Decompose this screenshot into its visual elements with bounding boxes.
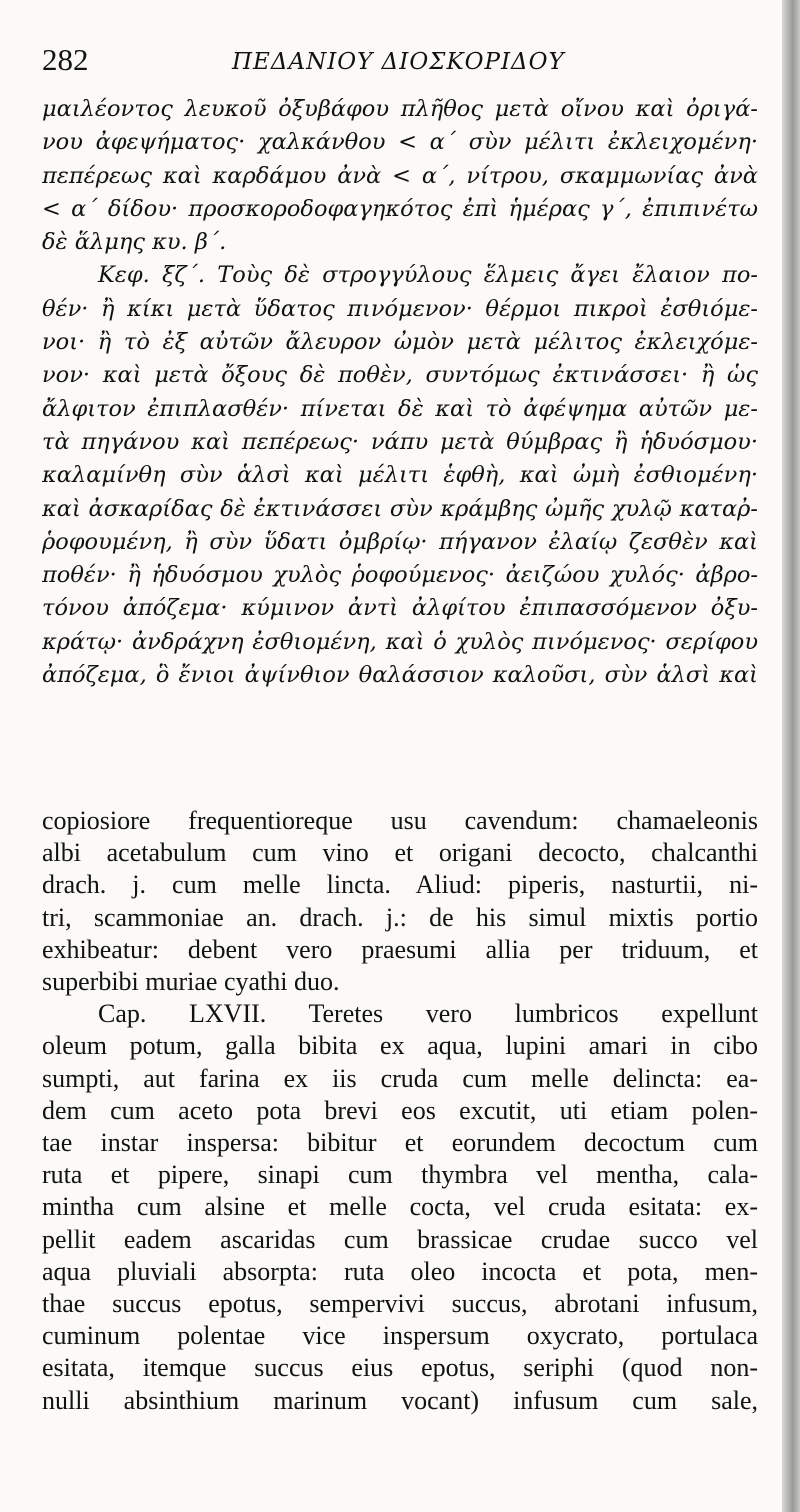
greek-line: < α΄ δίδου· προσκοροδοφαγηκότος ἐπὶ ἡμέρας γ΄, ἐπιπινέτω [42, 195, 758, 222]
greek-line: νου ἀφεψήματος· χαλκάνθου < α΄ σὺν μέλιτι ἐκλειχομένη· [42, 129, 758, 156]
greek-line: πεπέρεως καὶ καρδάμου ἀνὰ < α΄, νίτρου, σκαμμωνίας ἀνὰ [42, 162, 758, 189]
latin-line: copiosiore frequentioreque usu cavendum: chamaeleonis [42, 806, 758, 835]
latin-line: mintha cum alsine et melle cocta, vel cruda esitata: ex- [42, 1192, 758, 1222]
greek-line: τὰ πηγάνου καὶ πεπέρεως· νάπυ μετὰ θύμβρας ἢ ἡδυόσμου· [42, 428, 758, 455]
greek-chapter-heading-line: Κεφ. ξζ΄. Τοὺς δὲ στρογγύλους ἕλμεις ἄγει ἔλαιον πο- [98, 262, 758, 289]
latin-line: drach. j. cum melle lincta. Aliud: piperis, nasturtii, ni- [42, 870, 758, 900]
greek-line: ποθέν· ἢ ἡδυόσμου χυλὸς ῥοφούμενος· ἀειζώου χυλός· ἀβρο- [42, 562, 758, 589]
greek-line: ἀπόζεμα, ὃ ἔνιοι ἀψίνθιον θαλάσσιον καλοῦσι, σὺν ἁλσὶ καὶ [42, 662, 758, 689]
page-number: 282 [42, 42, 89, 77]
greek-line: νοι· ἢ τὸ ἐξ αὐτῶν ἄλευρον ὠμὸν μετὰ μέλιτος ἐκλειχόμε- [42, 329, 758, 356]
greek-line: καὶ ἀσκαρίδας δὲ ἐκτινάσσει σὺν κράμβης ὠμῆς χυλῷ καταῤ- [42, 495, 758, 522]
latin-line: oleum potum, galla bibita ex aqua, lupini amari in cibo [42, 1031, 758, 1061]
greek-line: κράτῳ· ἀνδράχνη ἐσθιομένη, καὶ ὁ χυλὸς πινόμενος· σερίφου [42, 628, 758, 655]
running-title: ΠΕΔΑΝΙΟΥ ΔΙΟΣΚΟΡΙΔΟΥ [232, 49, 565, 75]
greek-line: δὲ ἅλμης κυ. β΄. [42, 229, 227, 256]
latin-line: tae instar inspersa: bibitur et eorundem decoctum cum [42, 1128, 758, 1158]
latin-line: aqua pluviali absorpta: ruta oleo incocta et pota, men- [42, 1256, 758, 1286]
latin-line: sumpti, aut farina ex iis cruda cum melle delincta: ea- [42, 1063, 758, 1093]
latin-line: pellit eadem ascaridas cum brassicae crudae succo vel [42, 1224, 758, 1254]
page-edge-shadow [782, 0, 800, 1512]
latin-line: cuminum polentae vice inspersum oxycrato, portulaca [42, 1321, 758, 1351]
greek-line: μαιλέοντος λευκοῦ ὀξυβάφου πλῆθος μετὰ οἴνου καὶ ὀριγά- [42, 96, 758, 122]
greek-line: θέν· ἢ κίκι μετὰ ὕδατος πινόμενον· θέρμοι πικροὶ ἐσθιόμε- [42, 295, 758, 322]
greek-line: τόνου ἀπόζεμα· κύμινον ἀντὶ ἀλφίτου ἐπιπασσόμενον ὀξυ- [42, 595, 758, 622]
latin-line: albi acetabulum cum vino et origani decocto, chalcanthi [42, 838, 758, 868]
greek-text-block [42, 93, 758, 692]
latin-line: dem cum aceto pota brevi eos excutit, uti etiam polen- [42, 1095, 758, 1125]
latin-line: tri, scammoniae an. drach. j.: de his simul mixtis portio [42, 902, 758, 932]
greek-line: ῥοφουμένη, ἢ σὺν ὕδατι ὀμβρίῳ· πήγανον ἐλαίῳ ζεσθὲν καὶ [42, 528, 758, 555]
greek-line: καλαμίνθη σὺν ἁλσὶ καὶ μέλιτι ἑφθὴ, καὶ ὠμὴ ἐσθιομένη· [42, 462, 758, 489]
latin-chapter-heading-line: Cap. LXVII. Teretes vero lumbricos expellunt [98, 999, 758, 1029]
latin-line: thae succus epotus, sempervivi succus, abrotani infusum, [42, 1289, 758, 1319]
latin-line: ruta et pipere, sinapi cum thymbra vel mentha, cala- [42, 1160, 758, 1190]
page-header [42, 38, 762, 82]
latin-line: nulli absinthium marinum vocant) infusum cum sale, [42, 1385, 758, 1415]
latin-line: esitata, itemque succus eius epotus, seriphi (quod non- [42, 1353, 758, 1383]
latin-text-block [42, 805, 758, 1417]
greek-line: νον· καὶ μετὰ ὄξους δὲ ποθὲν, συντόμως ἐκτινάσσει· ἢ ὡς [42, 362, 758, 389]
latin-line: exhibeatur: debent vero praesumi allia per triduum, et [42, 934, 758, 964]
latin-line: superbibi muriae cyathi duo. [42, 967, 340, 997]
greek-line: ἄλφιτον ἐπιπλασθέν· πίνεται δὲ καὶ τὸ ἀφέψημα αὐτῶν με- [42, 395, 758, 422]
